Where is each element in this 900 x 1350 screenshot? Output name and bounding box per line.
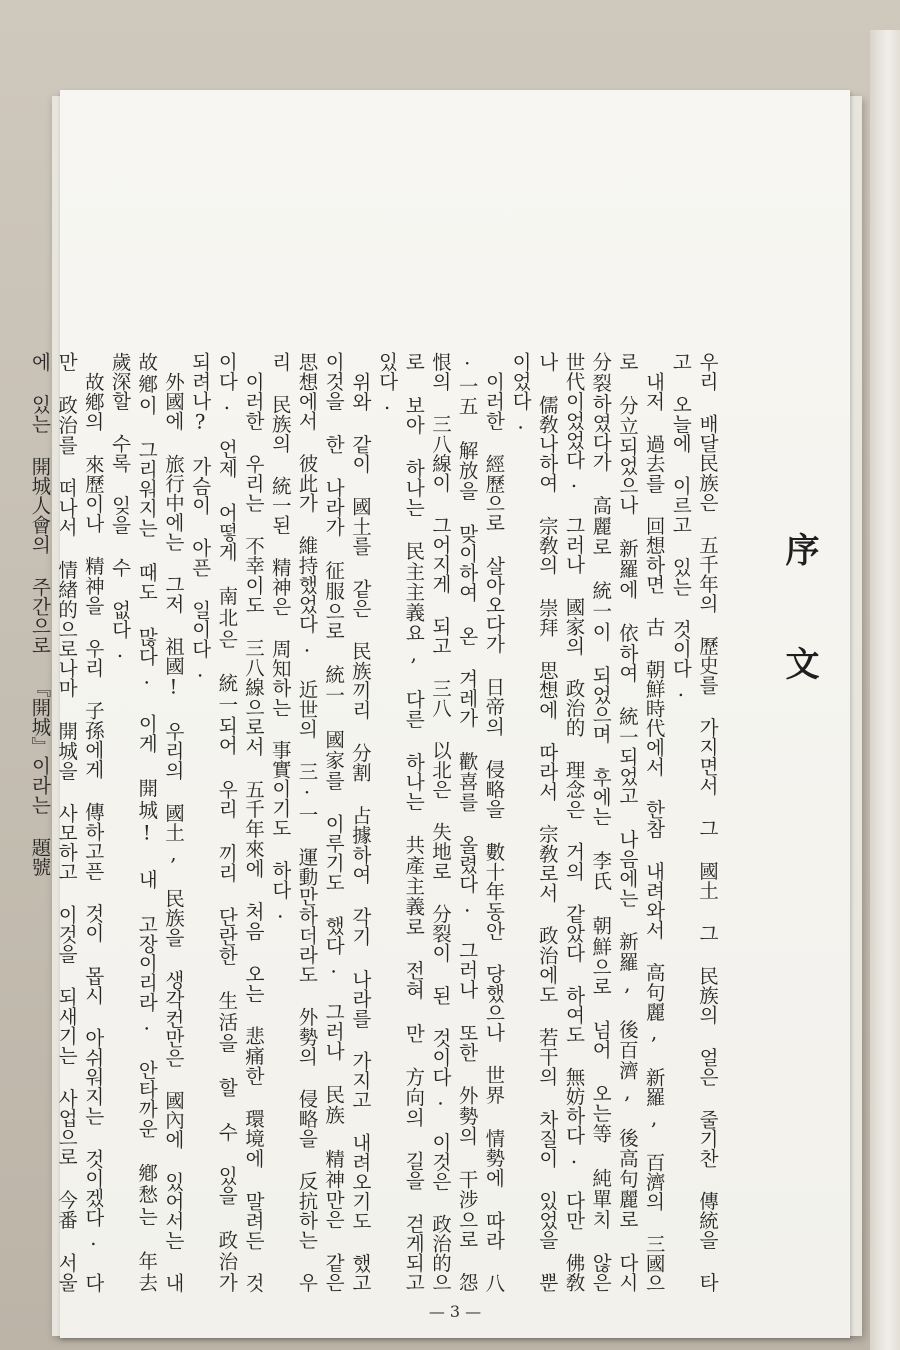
book-page [28, 90, 850, 1338]
paragraph: 우리 배달民族은 五千年의 歷史를 가지면서 그 國土 그 民族의 얼은 줄기찬 傳統을 타고 오늘에 이르고 있는 것이다. [669, 352, 719, 1292]
paragraph: 이러한 經歷으로 살아오다가 日帝의 侵略을 數十年동안 당했으나 世界 情勢에 따라 八·一五 解放을 맞이하여 온 겨레가 歡喜를 올렸다. 그러나 또한 外勢의 干涉으로 怨恨의 三八線이 그어지게 되고 三八 以北은 失地로 分裂이 된 것이다. 이것은 政治的으로 보아 하나는 民主主義요, 다른 하나는 共產主義로 전혀 만 方向의 길을 걷게되고 있다. [375, 352, 506, 1293]
page-number: — 3 — [428, 1302, 482, 1321]
paragraph: 위와 같이 國土를 같은 民族끼리 分割 占據하여 각기 나라를 가지고 내려오기도 했고 이것을 한 나라가 征服으로 統一 國家를 이루기도 했다. 그러나 民族 精神만은 같은 思想에서 彼此가 維持했었다. 近世의 三·一 運動만하더라도 外勢의 侵略을 反抗하는 우리 民族의 統一된 精神은 周知하는 事實이기도 하다. [268, 352, 372, 1293]
body-text [28, 352, 720, 1293]
paragraph: 外國에 旅行中에는 그저 祖國! 우리의 國土, 民族을 생각컨만은 國內에 있어서는 내 故鄕이 그리워지는 때도 많다. 이게 開城! 내 고장이리라. 안타까운 鄕愁는 年去 歲深할 수록 잊을 수 없다. [108, 352, 185, 1292]
paragraph: 이러한 우리는 不幸이도 三八線으로서 五千年來에 처음 오는 悲痛한 環境에 말려든 것이다. 언제 어떻게 南北은 統一되어 우리 끼리 단란한 生活을 할 수 있을 政治가 되려나? 가슴이 아픈 일이다. [188, 352, 266, 1293]
page-edge [870, 30, 900, 1350]
paragraph: 내저 過去를 回想하면 古 朝鮮時代에서 한참 내려와서 高句麗, 新羅, 百濟의 三國으로 分立되었으나 新羅에 依하여 統一되었고 나음에는 新羅, 後百濟, 後高句麗로 다시 分裂하였다가 高麗로 統一이 되었으며 후에는 李氏 朝鮮으로 넘어 오는等 純單치 않은 世代이었었다. 그러나 國家의 政治的 理念은 거의 같았다 하여도 無妨하다. 다만 佛敎나 儒敎나하여 宗敎의 崇拜 思想에 따라서 宗敎로서 政治에도 若干의 차질이 있었을 뿐이었다. [509, 352, 666, 1292]
paragraph: 故鄕의 來歷이나 精神을 우리 子孫에게 傳하고픈 것이 몹시 아쉬워지는 것이겠다. 다만 政治를 떠나서 情緖的으로나마 開城을 사모하고 이것을 되새기는 사업으로 今番 서울에 있는 開城人會의 주간으로 『開城』이라는 題號 [28, 352, 105, 1292]
page-title: 序 文 [779, 532, 819, 700]
